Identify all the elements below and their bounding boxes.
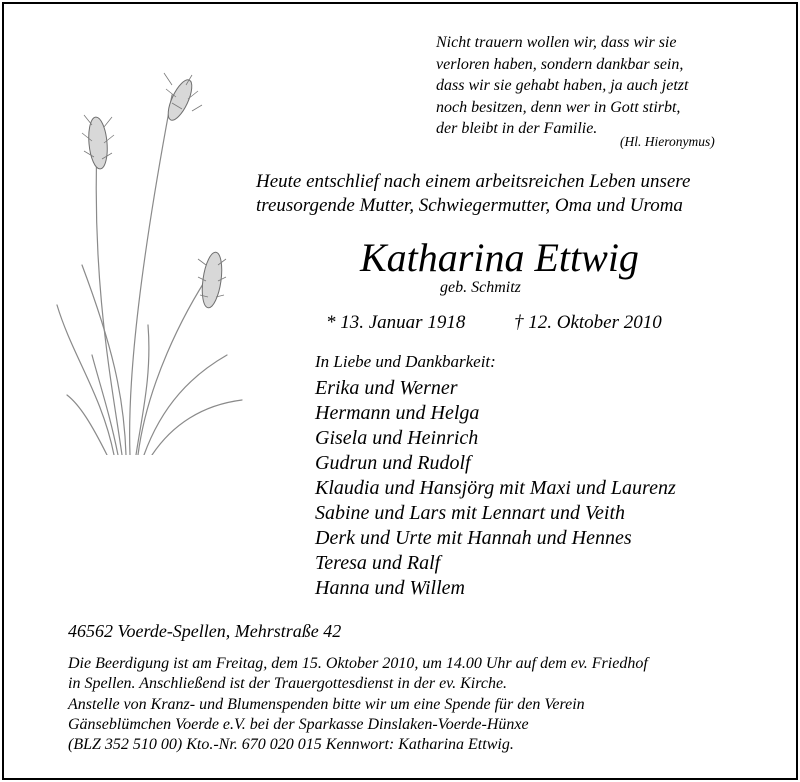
- mourner-name: Derk und Urte mit Hannah und Hennes: [315, 527, 632, 549]
- intro-text: [256, 170, 690, 218]
- quote-line: verloren haben, sondern dankbar sein,: [436, 55, 684, 73]
- notice-line: Die Beerdigung ist am Freitag, dem 15. Oktober 2010, um 14.00 Uhr auf dem ev. Friedhof: [68, 655, 648, 672]
- birth-date: * 13. Januar 1918: [326, 312, 466, 333]
- quote-author: (Hl. Hieronymus): [620, 134, 715, 149]
- intro-line: treusorgende Mutter, Schwiegermutter, Oma und Uroma: [256, 195, 683, 216]
- quote-line: der bleibt in der Familie.: [436, 120, 598, 137]
- death-date: † 12. Oktober 2010: [514, 312, 662, 333]
- deceased-name: Katharina Ettwig: [360, 235, 639, 280]
- mourner-name: Hanna und Willem: [315, 577, 465, 599]
- maiden-name: geb. Schmitz: [440, 279, 521, 296]
- mourner-name: Sabine und Lars mit Lennart und Veith: [315, 502, 626, 524]
- notice-line: Anstelle von Kranz- und Blumenspenden bitte wir um eine Spende für den Verein: [68, 695, 585, 713]
- notice-line: in Spellen. Anschließend ist der Trauergottesdienst in der ev. Kirche.: [68, 675, 508, 693]
- mourner-name: Klaudia und Hansjörg mit Maxi und Laurenz: [315, 477, 676, 499]
- quote-line: noch besitzen, denn wer in Gott stirbt,: [436, 98, 681, 116]
- mourners-intro: In Liebe und Dankbarkeit:: [315, 352, 496, 371]
- mourner-name: Teresa und Ralf: [315, 552, 441, 574]
- quote-line: dass wir sie gehabt haben, ja auch jetzt: [436, 77, 689, 94]
- mourner-name: Gisela und Heinrich: [315, 427, 479, 449]
- mourner-name: Hermann und Helga: [315, 402, 480, 424]
- mourner-name: Gudrun und Rudolf: [315, 452, 471, 474]
- intro-line: Heute entschlief nach einem arbeitsreichen Leben unsere: [256, 171, 691, 192]
- notice-line: (BLZ 352 510 00) Kto.-Nr. 670 020 015 Kennwort: Katharina Ettwig.: [68, 736, 514, 754]
- mourners-list: [315, 376, 676, 601]
- mourner-name: Erika und Werner: [315, 377, 458, 399]
- funeral-notice: [68, 654, 648, 755]
- family-address: 46562 Voerde-Spellen, Mehrstraße 42: [68, 621, 342, 641]
- notice-line: Gänseblümchen Voerde e.V. bei der Sparkasse Dinslaken-Voerde-Hünxe: [68, 715, 529, 733]
- wheat-illustration: [52, 55, 252, 455]
- quote-line: Nicht trauern wollen wir, dass wir sie: [436, 34, 677, 51]
- quote: [436, 32, 756, 140]
